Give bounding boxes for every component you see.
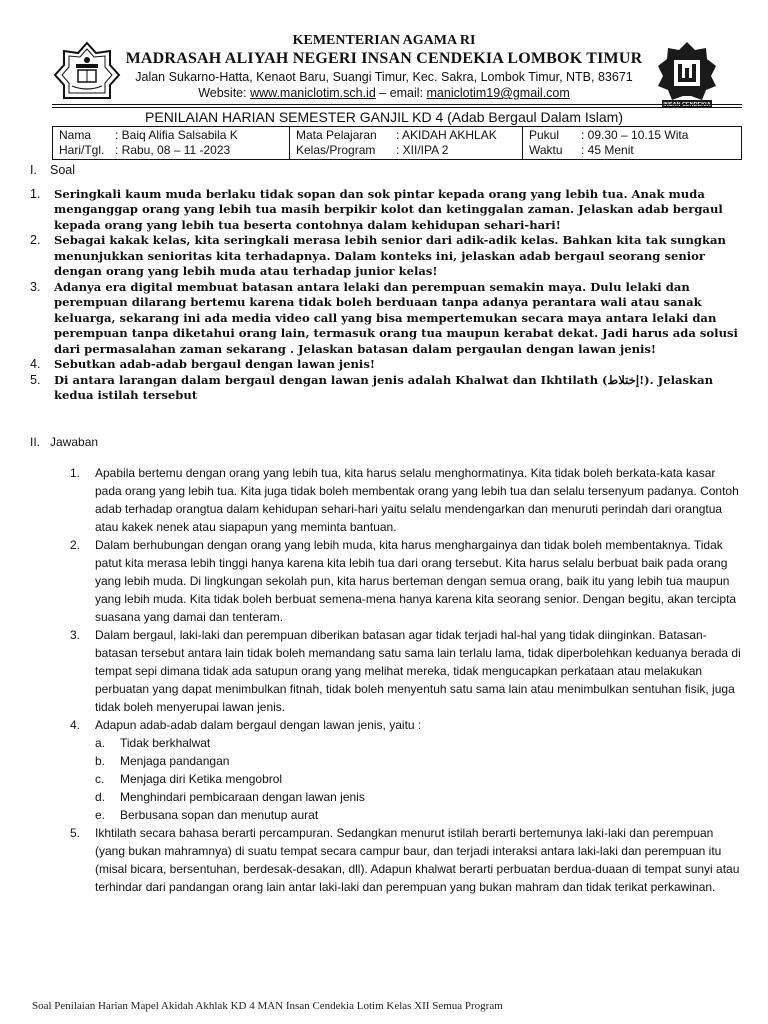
website-label: Website: bbox=[198, 86, 251, 100]
soal-section bbox=[30, 163, 742, 404]
jawaban-title: Jawaban bbox=[50, 435, 99, 449]
mapel-value: : AKIDAH AKHLAK bbox=[396, 128, 497, 142]
student-info-table bbox=[52, 126, 742, 160]
answer-item bbox=[70, 716, 742, 734]
answer-sub-item bbox=[95, 806, 742, 824]
answer-number: 1. bbox=[70, 466, 81, 480]
sub-item-text: Menghindari pembicaraan dengan lawan jenis bbox=[120, 790, 365, 804]
soal-heading bbox=[30, 163, 742, 179]
question-text: Sebutkan adab-adab bergaul dengan lawan jenis! bbox=[54, 357, 375, 371]
question-text: Sebagai kakak kelas, kita seringkali merasa lebih senior dari adik-adik kelas. Bahkan kita tak sungkan menunjukkan senioritas kita terhadapnya. Dalam konteks ini, jelaskan adab bergaul seorang senior dengan orang yang lebih muda atau terhadap junior kelas! bbox=[54, 233, 726, 278]
right-logo-text: INSAN CENDEKIA bbox=[663, 102, 711, 108]
soal-title: Soal bbox=[50, 163, 76, 177]
sub-item-letter: c. bbox=[95, 772, 105, 786]
answer-item bbox=[70, 824, 742, 896]
answer-item bbox=[70, 626, 742, 716]
answer-sub-item bbox=[95, 788, 742, 806]
subject-cell bbox=[290, 127, 523, 160]
sub-item-text: Menjaga pandangan bbox=[120, 754, 230, 768]
time-cell bbox=[523, 127, 742, 160]
question-item bbox=[30, 280, 742, 358]
mapel-label: Mata Pelajaran bbox=[296, 128, 377, 142]
sub-item-letter: a. bbox=[95, 736, 106, 750]
question-number: 3. bbox=[30, 279, 41, 294]
answer-text: Ikhtilath secara bahasa berarti percampuran. Sedangkan menurut istilah berarti bertemunya laki-laki dan perempuan (yang bukan mahramnya) di suatu tempat secara campur baur, dan terjadi interaksi antara laki-laki dan perempuan itu (misal bicara, bersentuhan, berdesak-desakan, dll). Adapun khalwat berarti perbuatan berdua-duaan di tempat sunyi atau terhindar dari pandangan orang lain antar laki-laki dan perempuan yang bukan mahram dan tidak terikat perkawinan. bbox=[95, 826, 740, 894]
school-address: Jalan Sukarno-Hatta, Kenaot Baru, Suangi Timur, Kec. Sakra, Lombok Timur, NTB, 83671 bbox=[135, 70, 633, 84]
question-number: 4. bbox=[30, 357, 41, 371]
answer-sub-item bbox=[95, 770, 742, 788]
answer-text: Apabila bertemu dengan orang yang lebih tua, kita harus selalu menghormatinya. Kita tidak boleh berkata-kata kasar pada orang yang lebih tua. Kita juga tidak boleh membentak orang yang lebih tua dan selalu tersenyum padanya. Contoh adab terhadap orangtua dalam kehidupan sehari-hari yaitu selalu mendengarkan dan menuruti perindah dari orangtua atau kakek nenek atau siapapun yang meminta bantuan. bbox=[95, 466, 739, 534]
question-item bbox=[30, 187, 742, 234]
soal-number: I. bbox=[30, 163, 37, 177]
question-text: Adanya era digital membuat batasan antara lelaki dan perempuan semakin maya. Dulu lelaki dan perempuan dilarang bertemu karena tidak boleh berduaan tanpa adanya perantara wali atau sanak keluarga, sekarang ini ada media video call yang bisa mempertemukan secara maya antara lelaki dan perempuan tanpa diketahui orang lain, termasuk orang tua maupun kerabat dekat. Jadi harus ada solusi dari permasalahan zaman sekarang . Jelaskan batasan dalam pergaulan dengan lawan jenis! bbox=[54, 279, 738, 356]
sub-item-text: Berbusana sopan dan menutup aurat bbox=[120, 808, 319, 822]
letterhead bbox=[0, 32, 768, 101]
answer-text: Dalam bergaul, laki-laki dan perempuan diberikan batasan agar tidak terjadi hal-hal yang tidak diinginkan. Batasan-batasan tersebut antara lain tidak boleh memandang satu sama lain terlalu lama, tidak diperbolehkan keduanya berada di tempat sepi dimana tidak ada satupun orang yang melihat mereka, tidak mengucapkan perkataan atau melakukan perbuatan yang dapat menimbulkan fitnah, tidak boleh menyentuh satu sama lain atau menimbulkan sentuhan fisik, juga tidak boleh menyerupai lawan jenis. bbox=[95, 628, 741, 714]
sub-item-letter: b. bbox=[95, 754, 106, 768]
waktu-label: Waktu bbox=[529, 143, 563, 157]
answer-number: 5. bbox=[70, 826, 81, 840]
jawaban-heading bbox=[30, 433, 742, 451]
hari-value: : Rabu, 08 – 11 -2023 bbox=[115, 143, 231, 157]
pukul-label: Pukul bbox=[529, 128, 560, 142]
page-footer: Soal Penilaian Harian Mapel Akidah Akhlak KD 4 MAN Insan Cendekia Lotim Kelas XII Semua Program bbox=[32, 1000, 503, 1012]
sub-item-letter: e. bbox=[95, 808, 106, 822]
sub-item-text: Tidak berkhalwat bbox=[120, 736, 211, 750]
question-item bbox=[30, 373, 742, 404]
insan-cendekia-logo-icon bbox=[654, 40, 720, 108]
exam-title: PENILAIAN HARIAN SEMESTER GANJIL KD 4 (Adab Bergaul Dalam Islam) bbox=[145, 109, 623, 125]
pukul-value: : 09.30 – 10.15 Wita bbox=[581, 128, 689, 142]
question-item bbox=[30, 233, 742, 280]
nama-value: : Baiq Alifia Salsabila K bbox=[115, 128, 238, 142]
jawaban-number: II. bbox=[30, 435, 41, 449]
answer-number: 4. bbox=[70, 718, 81, 732]
ministry-name: KEMENTERIAN AGAMA RI bbox=[292, 33, 476, 48]
sub-item-text: Menjaga diri Ketika mengobrol bbox=[120, 772, 283, 786]
question-item bbox=[30, 357, 742, 373]
student-identity-cell bbox=[53, 127, 290, 160]
question-number: 5. bbox=[30, 372, 41, 387]
nama-label: Nama bbox=[59, 128, 92, 142]
school-name: MADRASAH ALIYAH NEGERI INSAN CENDEKIA LOMBOK TIMUR bbox=[125, 50, 643, 67]
answer-text: Dalam berhubungan dengan orang yang lebih muda, kita harus menghargainya dan tidak boleh membentaknya. Tidak patut kita merasa lebih tinggi hanya karena kita lebih tua dari orang tersebut. Kita harus selalu berbuat baik pada orang yang lebih muda. Di lingkungan sekolah pun, kita harus berteman dengan semua orang, baik itu yang lebih tua maupun yang lebih muda. Kita tidak boleh berbuat semena-mena hanya karena kita seorang senior. Dengan begitu, akan tercipta suasana yang damai dan tenteram. bbox=[95, 538, 737, 624]
hari-label: Hari/Tgl. bbox=[59, 143, 105, 157]
website-link[interactable]: www.maniclotim.sch.id bbox=[250, 86, 376, 100]
question-number: 2. bbox=[30, 233, 41, 247]
email-link[interactable]: maniclotim19@gmail.com bbox=[426, 86, 570, 100]
email-label: – email: bbox=[375, 86, 427, 100]
answer-item bbox=[70, 536, 742, 626]
kelas-value: : XII/IPA 2 bbox=[396, 143, 449, 157]
header-divider bbox=[52, 104, 742, 105]
jawaban-section bbox=[30, 433, 742, 896]
answer-item bbox=[70, 464, 742, 536]
answer-number: 3. bbox=[70, 628, 81, 642]
kelas-label: Kelas/Program bbox=[296, 143, 376, 157]
sub-item-letter: d. bbox=[95, 790, 106, 804]
contact-line bbox=[0, 85, 768, 101]
waktu-value: : 45 Menit bbox=[581, 143, 634, 157]
answer-sub-item bbox=[95, 752, 742, 770]
question-number: 1. bbox=[30, 186, 41, 201]
answer-number: 2. bbox=[70, 538, 81, 552]
question-text: Di antara larangan dalam bergaul dengan lawan jenis adalah Khalwat dan Ikhtilath (إختلاط!). Jelaskan kedua istilah tersebut bbox=[54, 372, 714, 402]
answer-sub-item bbox=[95, 734, 742, 752]
question-text: Seringkali kaum muda berlaku tidak sopan dan sok pintar kepada orang yang lebih tua. Anak muda menganggap orang yang lebih tua masih berpikir kolot dan ketinggalan zaman. Jelaskan adab bergaul kepada orang yang lebih tua beserta contohnya dalam kehidupan sehari-hari! bbox=[54, 186, 723, 232]
answer-text: Adapun adab-adab dalam bergaul dengan lawan jenis, yaitu : bbox=[95, 718, 422, 732]
